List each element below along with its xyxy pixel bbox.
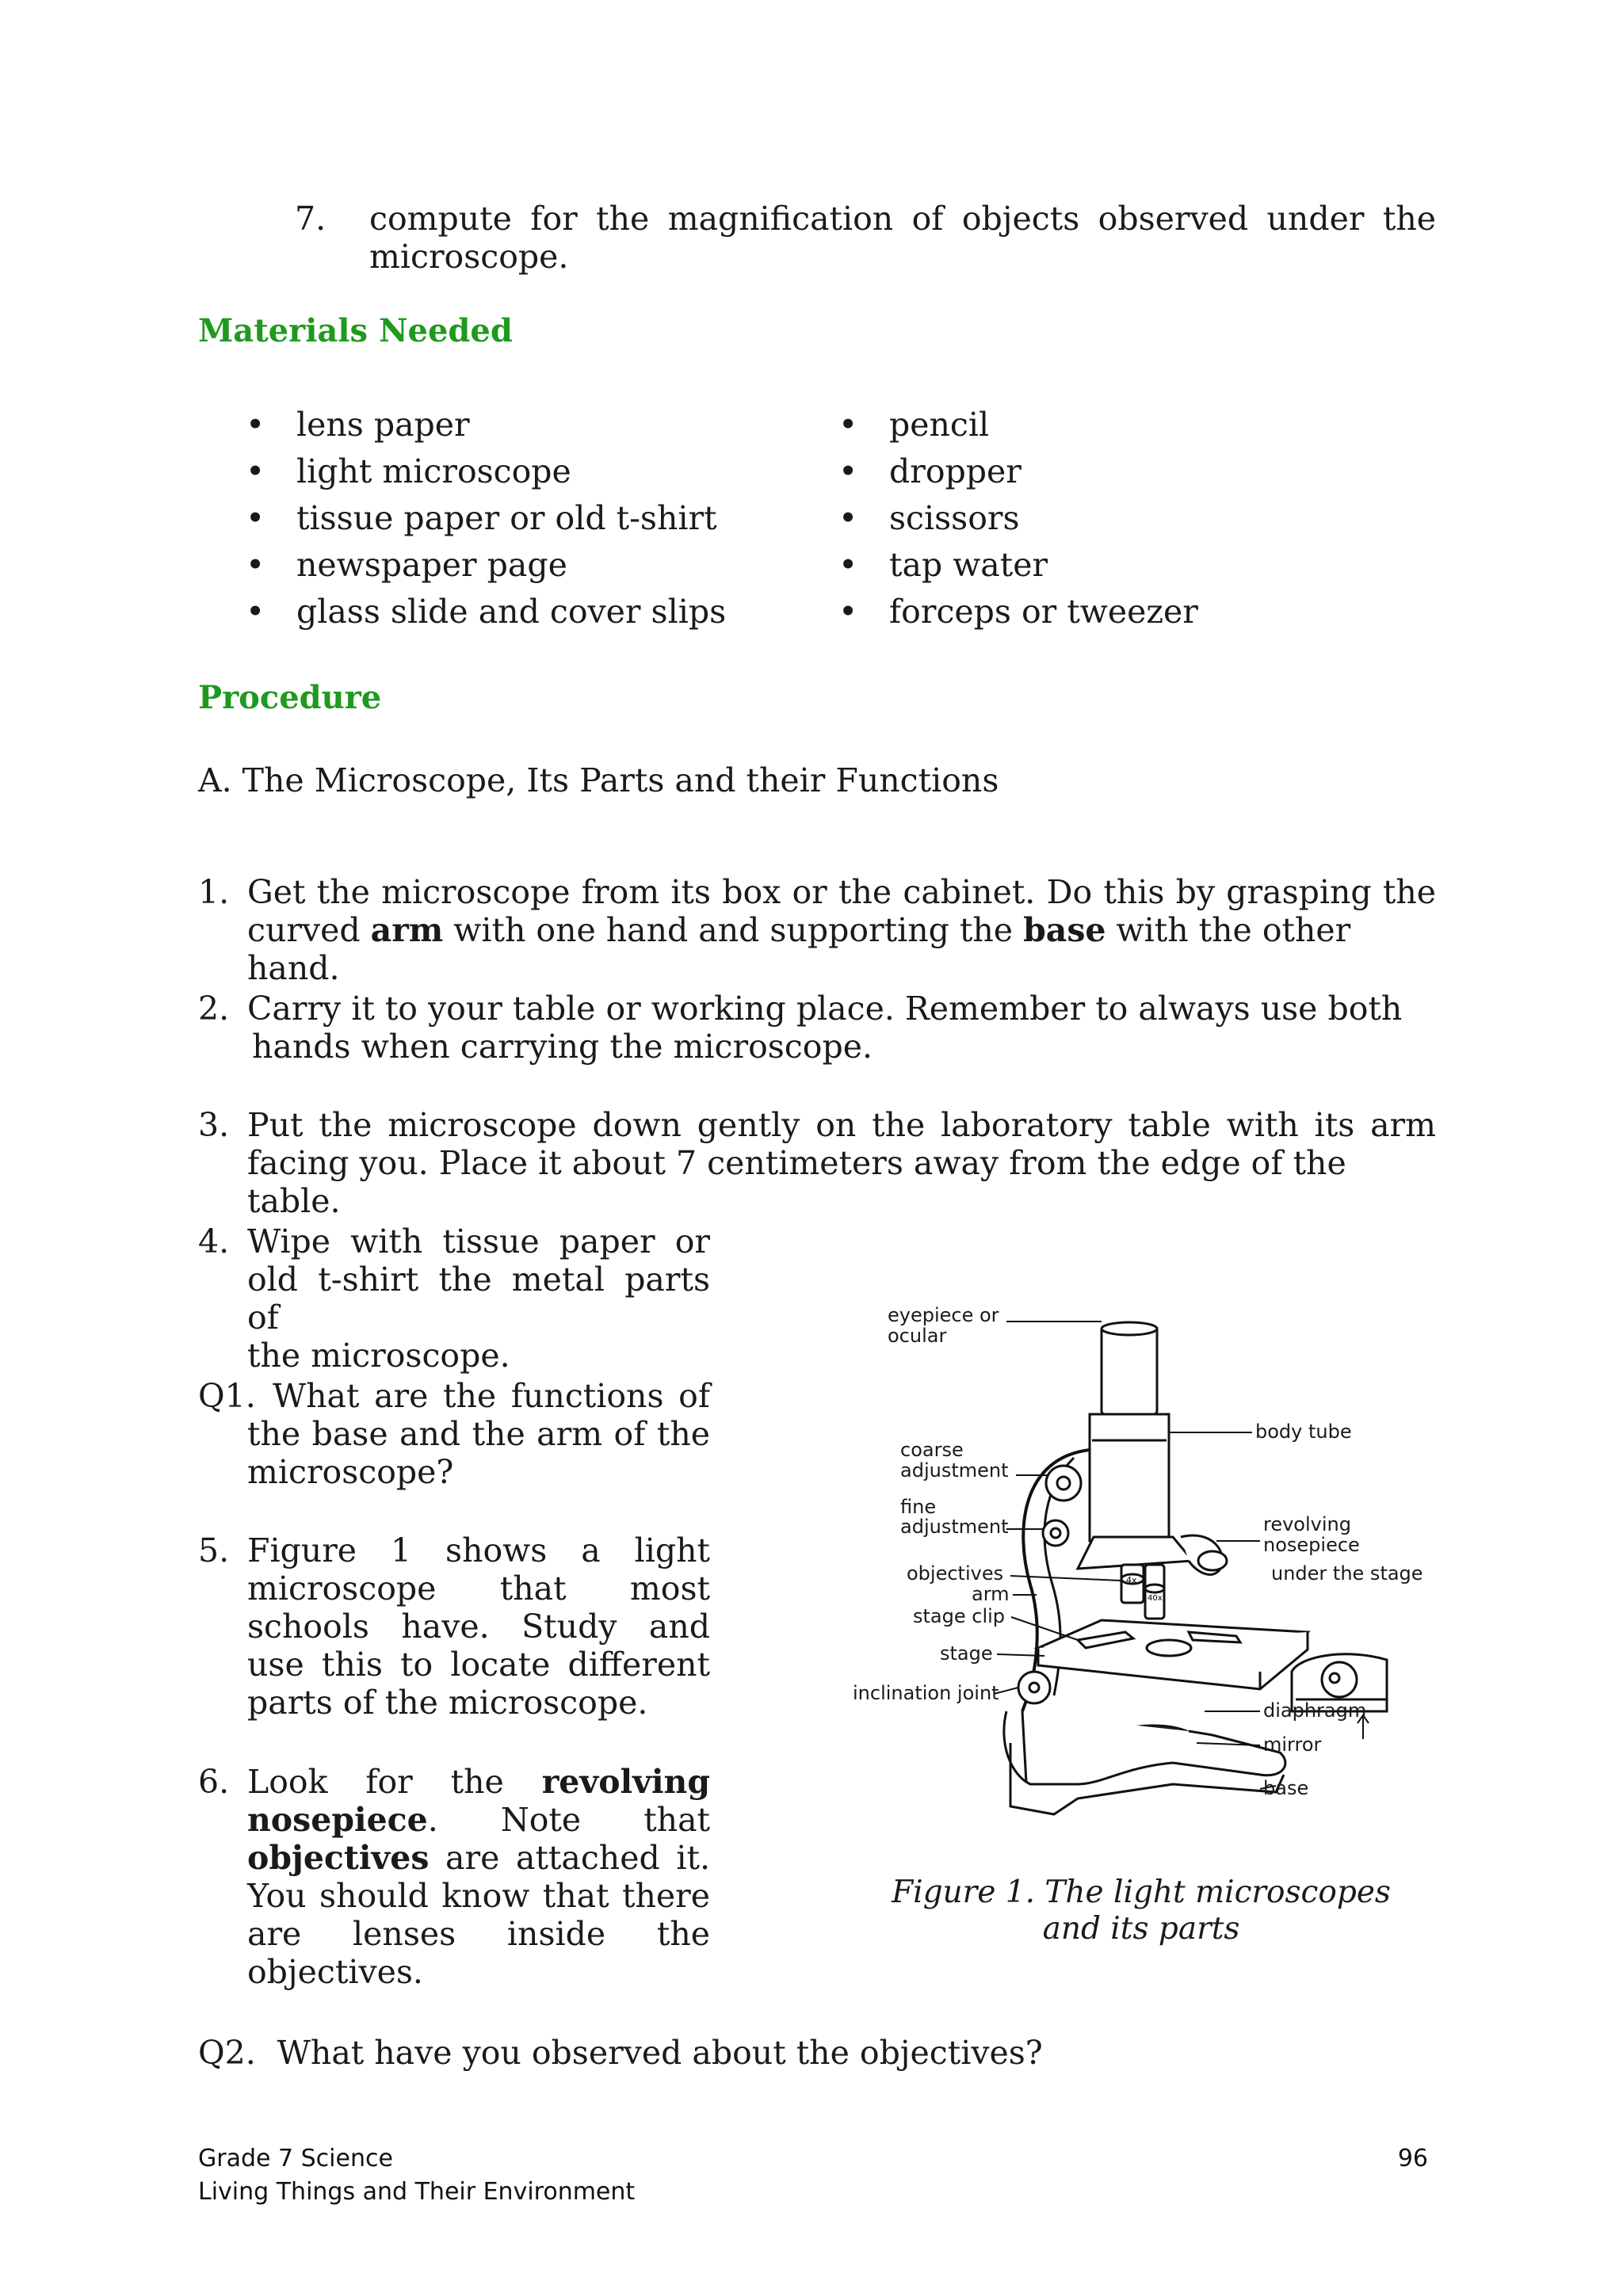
- question-1-line: the base and the arm of the: [247, 1415, 710, 1453]
- step-1-number: 1.: [198, 873, 230, 911]
- label-4x: 4x: [1126, 1575, 1137, 1585]
- question-2-number: Q2.: [198, 2034, 256, 2072]
- step-4-line: Wipe with tissue paper or: [247, 1222, 710, 1261]
- term-arm: arm: [370, 911, 444, 949]
- item-7-line2: microscope.: [369, 238, 569, 276]
- bullet: •: [838, 546, 858, 584]
- step-2-line1: Carry it to your table or working place. Remember to always use both: [247, 990, 1403, 1028]
- label-40x: 40x: [1148, 1594, 1163, 1603]
- footer-unit: Living Things and Their Environment: [198, 2178, 636, 2206]
- step-5-line: Figure 1 shows a light: [247, 1531, 710, 1569]
- step-6-line: objectives are attached it.: [247, 1839, 710, 1877]
- label-coarse-adjustment: adjustment: [900, 1459, 1009, 1482]
- figure-caption: [856, 1875, 1426, 1947]
- step-3-line2: facing you. Place it about 7 centimeters away from the edge of the table.: [247, 1144, 1346, 1220]
- step-6-line: objectives.: [247, 1953, 423, 1991]
- step-5-line: use this to locate different: [247, 1646, 710, 1684]
- label-objectives: objectives: [907, 1562, 1004, 1585]
- label-mirror: mirror: [1263, 1733, 1322, 1756]
- bullet: •: [838, 452, 858, 490]
- label-arm: arm: [972, 1583, 1010, 1605]
- label-stage: stage: [940, 1642, 993, 1665]
- step-5: [198, 1531, 710, 1722]
- step-2: [198, 990, 1436, 1066]
- figure-caption-line1: Figure 1. The light microscopes: [892, 1875, 1391, 1910]
- material-item: • glass slide and cover slips: [246, 589, 726, 635]
- question-2-text: What have you observed about the objectives?: [277, 2034, 1043, 2072]
- label-revolving: revolving: [1263, 1513, 1351, 1535]
- label-diaphragm: diaphragm: [1263, 1699, 1367, 1722]
- bullet: •: [838, 499, 858, 537]
- section-a-title: A. The Microscope, Its Parts and their Functions: [198, 761, 999, 799]
- step-3-number: 3.: [198, 1106, 230, 1144]
- bullet: •: [246, 593, 265, 631]
- step-1-line2: curved arm with one hand and supporting the base with the other hand.: [247, 911, 1351, 987]
- step-6-line: You should know that there: [247, 1877, 710, 1915]
- item-7: [295, 200, 1436, 276]
- label-body-tube: body tube: [1255, 1421, 1352, 1443]
- materials-right-list: [838, 402, 1198, 635]
- step-4-number: 4.: [198, 1222, 230, 1261]
- bullet: •: [838, 406, 858, 444]
- material-item: • forceps or tweezer: [838, 589, 1198, 635]
- page-number: 96: [1397, 2145, 1428, 2172]
- question-2: [198, 2034, 1043, 2072]
- label-coarse: coarse: [900, 1439, 964, 1461]
- step-5-line: microscope that most: [247, 1569, 710, 1608]
- step-4-line: the microscope.: [247, 1337, 510, 1375]
- step-2-number: 2.: [198, 990, 230, 1028]
- materials-heading: Materials Needed: [198, 312, 513, 349]
- footer-left: [198, 2142, 635, 2209]
- step-6-line: nosepiece. Note that: [247, 1801, 710, 1839]
- term-objectives: objectives: [247, 1839, 430, 1877]
- procedure-heading: Procedure: [198, 679, 382, 716]
- item-7-number: 7.: [295, 200, 327, 238]
- step-5-number: 5.: [198, 1531, 230, 1569]
- figure-caption-line2: and its parts: [1042, 1911, 1240, 1947]
- bullet: •: [246, 499, 265, 537]
- label-fine: fine: [900, 1496, 937, 1518]
- term-revolving: revolving: [541, 1763, 710, 1801]
- bullet: •: [246, 452, 265, 490]
- step-6: [198, 1763, 710, 1991]
- step-1: [198, 873, 1436, 987]
- term-base: base: [1023, 911, 1106, 949]
- material-item: • scissors: [838, 495, 1198, 542]
- bullet: •: [838, 593, 858, 631]
- question-1-line: What are the functions of: [273, 1377, 710, 1415]
- materials-left-list: [246, 402, 726, 635]
- step-6-line: Look for the revolving: [247, 1763, 710, 1801]
- label-eyepiece: eyepiece or: [888, 1304, 999, 1326]
- label-nosepiece: nosepiece: [1263, 1534, 1360, 1556]
- step-1-line1: Get the microscope from its box or the cabinet. Do this by grasping the: [247, 873, 1436, 911]
- label-base: base: [1263, 1777, 1309, 1799]
- material-item: • light microscope: [246, 448, 726, 495]
- step-3: [198, 1106, 1436, 1220]
- term-nosepiece: nosepiece: [247, 1801, 428, 1839]
- step-4-line: old t-shirt the metal parts of: [247, 1261, 710, 1337]
- item-7-line1: compute for the magnification of objects observed under the: [369, 200, 1436, 238]
- microscope-figure: [840, 1299, 1442, 1822]
- step-6-number: 6.: [198, 1763, 230, 1801]
- material-item: • tap water: [838, 542, 1198, 589]
- material-item: • newspaper page: [246, 542, 726, 589]
- material-item: • lens paper: [246, 402, 726, 448]
- step-2-line2: hands when carrying the microscope.: [252, 1028, 873, 1066]
- question-1-line: microscope?: [247, 1453, 454, 1491]
- material-item: • dropper: [838, 448, 1198, 495]
- label-stage-clip: stage clip: [913, 1605, 1006, 1627]
- label-fine-adjustment: adjustment: [900, 1516, 1009, 1538]
- bullet: •: [246, 546, 265, 584]
- bullet: •: [246, 406, 265, 444]
- footer-subject: Grade 7 Science: [198, 2145, 393, 2172]
- step-6-line: are lenses inside the: [247, 1915, 710, 1953]
- label-ocular: ocular: [888, 1325, 947, 1347]
- step-5-line: schools have. Study and: [247, 1608, 710, 1646]
- step-4: [198, 1222, 710, 1375]
- material-item: • pencil: [838, 402, 1198, 448]
- step-5-line: parts of the microscope.: [247, 1684, 648, 1722]
- material-item: • tissue paper or old t-shirt: [246, 495, 726, 542]
- question-1: [198, 1377, 710, 1491]
- step-3-line1: Put the microscope down gently on the laboratory table with its arm: [247, 1106, 1436, 1144]
- label-inclination-joint: inclination joint: [853, 1682, 999, 1704]
- label-under-stage: under the stage: [1271, 1562, 1423, 1585]
- question-1-number: Q1.: [198, 1377, 256, 1415]
